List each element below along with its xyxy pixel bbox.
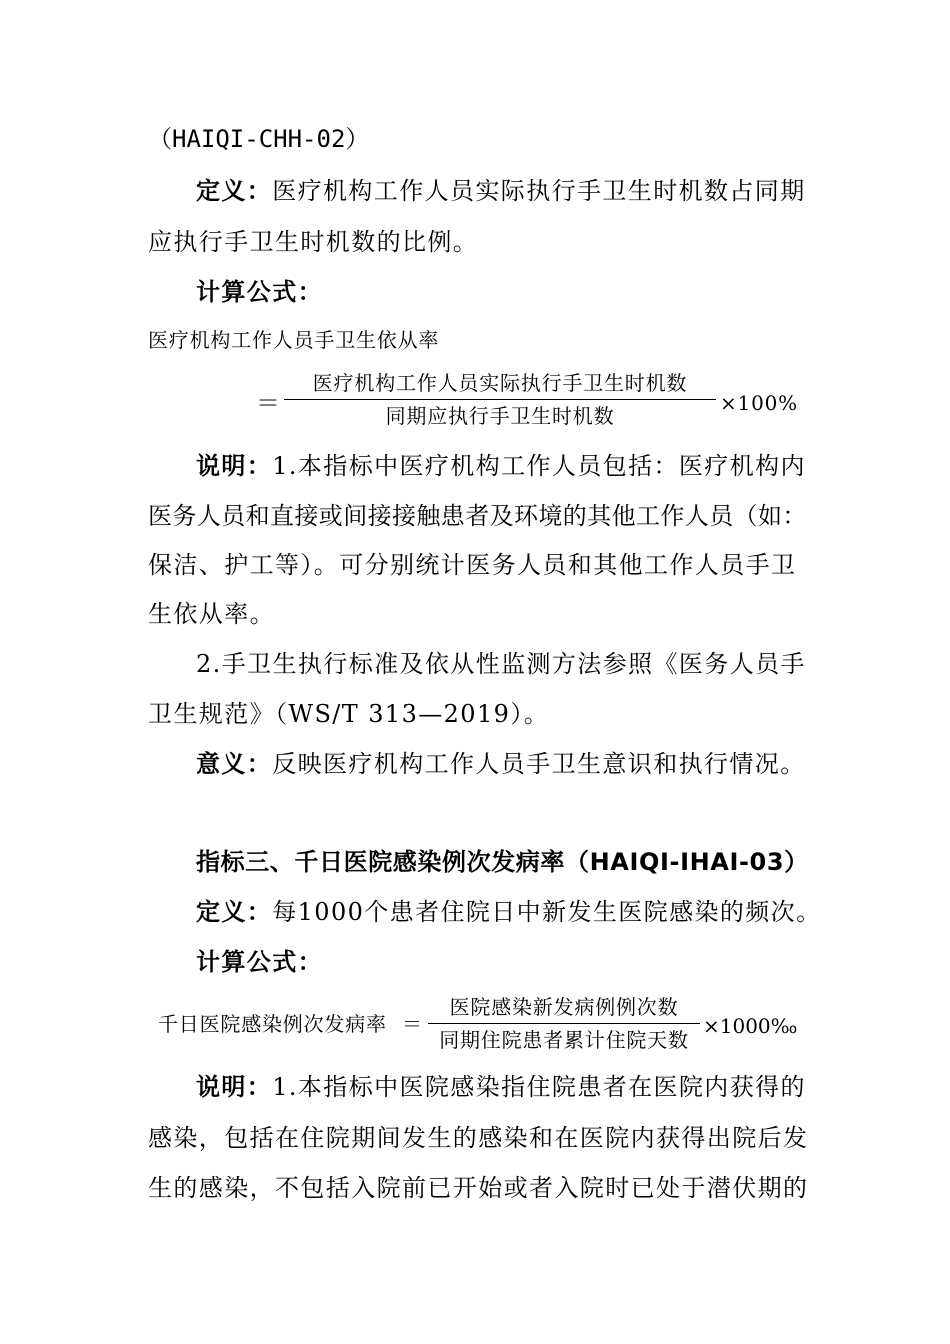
- meaning-paragraph: [196, 749, 806, 779]
- note1-line3: 保洁、护工等）。可分别统计医务人员和其他工作人员手卫: [148, 551, 797, 579]
- meaning-text: 反映医疗机构工作人员手卫生意识和执行情况。: [272, 750, 806, 778]
- formula2-label: 计算公式：: [196, 948, 323, 976]
- note2b-line2: 感染，包括在住院期间发生的感染和在医院内获得出院后发: [148, 1124, 809, 1152]
- note2b-label: 说明：: [196, 1073, 273, 1101]
- note2b-line3: 生的感染，不包括入院前已开始或者入院时已处于潜伏期的: [148, 1174, 809, 1202]
- note2-line2: 卫生规范》（WS/T 313—2019）。: [148, 700, 550, 728]
- formula2-fraction: [428, 994, 700, 1053]
- note-label: 说明：: [196, 452, 273, 480]
- note2b-paragraph: [196, 1072, 806, 1102]
- note2-line1: 2.手卫生执行标准及依从性监测方法参照《医务人员手: [196, 650, 806, 678]
- formula2-lhs: 千日医院感染例次发病率: [158, 1012, 387, 1036]
- note1-line2: 医务人员和直接或间接接触患者及环境的其他工作人员（如：: [148, 502, 807, 530]
- meaning-label: 意义：: [196, 750, 273, 778]
- formula-factor: ×100%: [720, 391, 798, 415]
- definition-label: 定义：: [196, 177, 273, 205]
- definition2-text: 每1000个患者住院日中新发生医院感染的频次。: [272, 898, 822, 926]
- definition-continuation: 应执行手卫生时机数的比例。: [148, 228, 479, 256]
- definition-paragraph: [196, 176, 806, 206]
- formula-fraction: [284, 370, 716, 429]
- definition2-label: 定义：: [196, 898, 273, 926]
- formula-denominator: 同期应执行手卫生时机数: [385, 404, 615, 428]
- formula2-equals: ＝: [402, 1012, 423, 1036]
- definition-text: 医疗机构工作人员实际执行手卫生时机数占同期: [272, 177, 806, 205]
- fraction-bar: [284, 399, 716, 400]
- definition2-paragraph: [196, 897, 821, 927]
- formula2-denominator: 同期住院患者累计住院天数: [439, 1028, 689, 1052]
- indicator-code: （HAIQI-CHH-02）: [148, 125, 370, 153]
- note1-text: 1.本指标中医疗机构工作人员包括：医疗机构内: [272, 452, 806, 480]
- indicator-heading: 指标三、千日医院感染例次发病率（HAIQI-IHAI-03）: [196, 848, 809, 876]
- formula2-numerator: 医院感染新发病例例次数: [449, 995, 679, 1019]
- formula-numerator: 医疗机构工作人员实际执行手卫生时机数: [312, 371, 688, 395]
- formula2-factor: ×1000‰: [703, 1014, 798, 1038]
- note1-line4: 生依从率。: [148, 600, 275, 628]
- formula-lhs: 医疗机构工作人员手卫生依从率: [148, 328, 440, 352]
- formula-equals: ＝: [256, 389, 282, 417]
- note-paragraph: [196, 451, 806, 481]
- fraction2-bar: [428, 1023, 700, 1024]
- formula-label: 计算公式：: [196, 278, 323, 306]
- note2b-text: 1.本指标中医院感染指住院患者在医院内获得的: [272, 1073, 806, 1101]
